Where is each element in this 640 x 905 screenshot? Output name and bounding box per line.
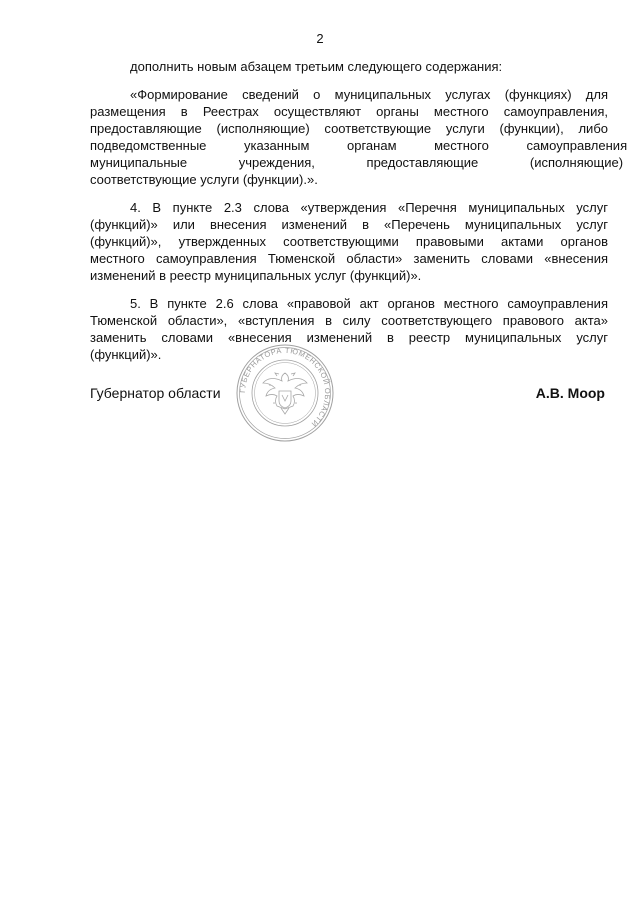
text-line: соответствующие услуги (функции).». [90,172,318,187]
text-line: (функций)», утвержденных соответствующими правовыми актами органов [90,234,608,249]
text-line: (функций)». [90,347,162,362]
page-number: 2 [316,31,324,46]
signatory-title: Губернатор области [90,385,221,401]
text-line: заменить словами «внесения изменений в реестр муниципальных услуг [90,330,608,345]
text-line: Тюменской области», «вступления в силу соответствующего правового акта» [90,313,608,328]
text-line: (функций)» или внесения изменений в «Перечень муниципальных услуг [90,217,608,232]
signatory-name: А.В. Моор [535,385,605,401]
text-line: подведомственные указанным органам местного самоуправления [90,138,628,153]
document-body [90,58,628,363]
text-line: дополнить новым абзацем третьим следующего содержания: [130,59,503,74]
seal-ring-text: ГУБЕРНАТОРА ТЮМЕНСКОЙ ОБЛАСТИ [237,345,333,429]
paragraph-quote [90,86,628,188]
paragraph-item-5 [90,295,608,363]
paragraph-intro [90,58,608,75]
text-line: местного самоуправления Тюменской области» заменить словами «внесения [90,251,608,266]
text-line: 5. В пункте 2.6 слова «правовой акт органов местного самоуправления [130,296,608,311]
text-line: 4. В пункте 2.3 слова «утверждения «Перечня муниципальных услуг [130,200,608,215]
text-line: предоставляющие (исполняющие) соответствующие услуги (функции), либо [90,121,608,136]
text-line: муниципальные учреждения, предоставляющие (исполняющие) [90,155,624,170]
paragraph-item-4 [90,199,608,284]
signature-block [90,385,608,405]
text-line: «Формирование сведений о муниципальных услугах (функциях) для [130,87,608,102]
text-line: изменений в реестр муниципальных услуг (функций)». [90,268,422,283]
text-line: размещения в Реестрах осуществляют органы местного самоуправления, [90,104,608,119]
